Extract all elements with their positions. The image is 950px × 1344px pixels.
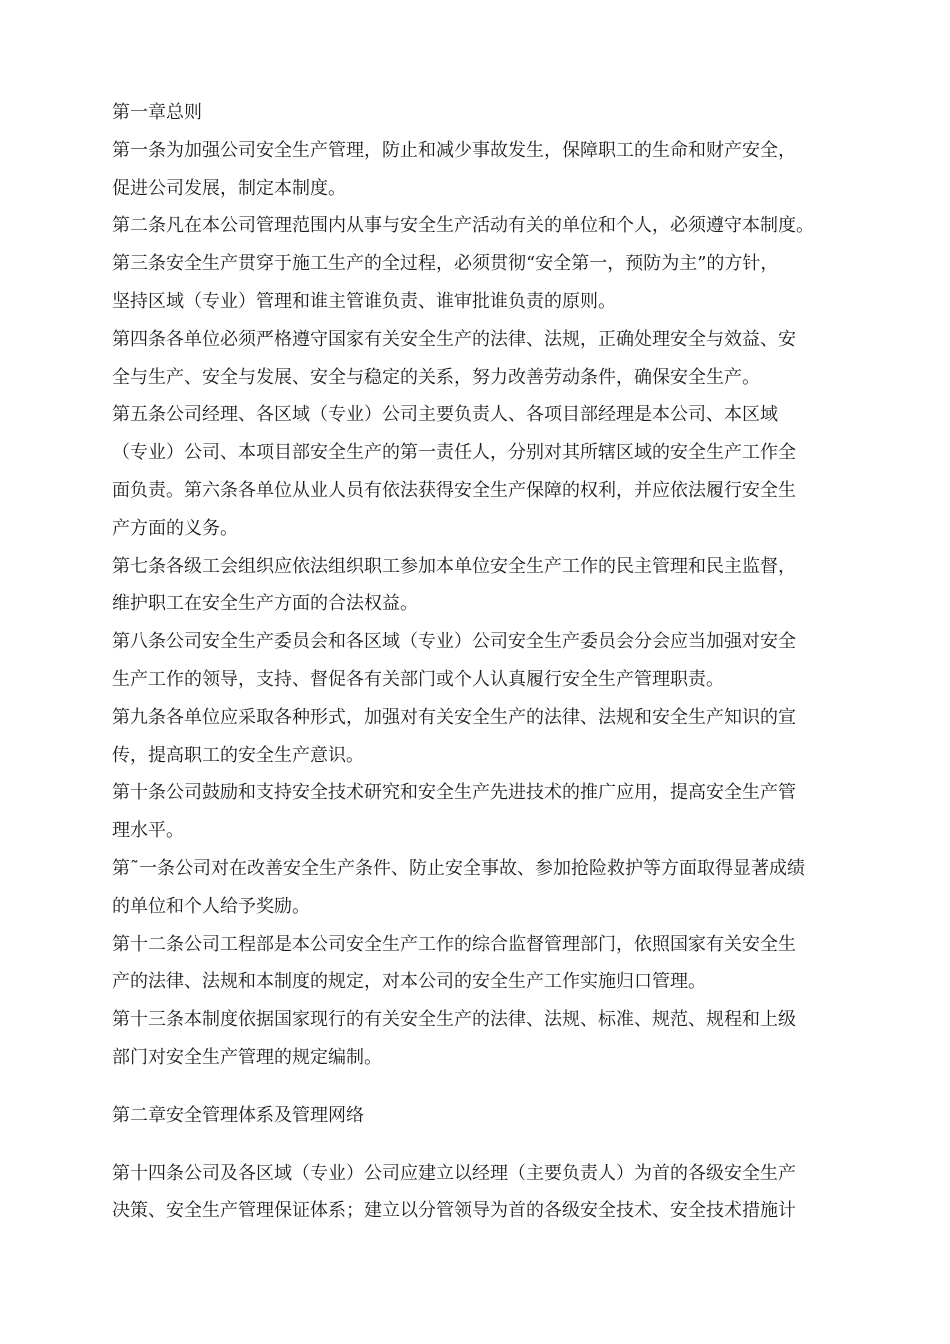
text-line: 第九条各单位应采取各种形式，加强对有关安全生产的法律、法规和安全生产知识的宣 (112, 706, 796, 728)
text-line: 产方面的义务。 (112, 517, 238, 539)
text-line: 面负责。第六条各单位从业人员有依法获得安全生产保障的权利，并应依法履行安全生 (112, 479, 796, 501)
text-line: 第三条安全生产贯穿于施工生产的全过程，必须贯彻“安全第一，预防为主”的方针， (112, 253, 779, 275)
text-line: 第˜一条公司对在改善安全生产条件、防止安全事故、参加抢险救护等方面取得显著成绩 (112, 857, 805, 879)
text-line: 第四条各单位必须严格遵守国家有关安全生产的法律、法规，正确处理安全与效益、安 (112, 328, 796, 350)
text-line: 第七条各级工会组织应依法组织职工参加本单位安全生产工作的民主管理和民主监督， (112, 555, 796, 577)
text-line: 第十二条公司工程部是本公司安全生产工作的综合监督管理部门，依照国家有关安全生 (112, 933, 796, 955)
text-line: 传，提高职工的安全生产意识。 (112, 744, 364, 766)
text-line: 坚持区域（专业）管理和谁主管谁负责、谁审批谁负责的原则。 (112, 290, 616, 312)
text-line: 促进公司发展，制定本制度。 (112, 177, 346, 199)
document-page (112, 94, 872, 1230)
text-line: 第十四条公司及各区域（专业）公司应建立以经理（主要负责人）为首的各级安全生产 (112, 1162, 796, 1184)
text-line: 决策、安全生产管理保证体系；建立以分管领导为首的各级安全技术、安全技术措施计 (112, 1200, 796, 1222)
section-gap (112, 1135, 872, 1155)
text-line: 第五条公司经理、各区域（专业）公司主要负责人、各项目部经理是本公司、本区域 (112, 404, 778, 426)
text-line: 生产工作的领导，支持、督促各有关部门或个人认真履行安全生产管理职责。 (112, 668, 724, 690)
text-line: 第十三条本制度依据国家现行的有关安全生产的法律、法规、标准、规范、规程和上级 (112, 1009, 796, 1031)
text-line: 产的法律、法规和本制度的规定，对本公司的安全生产工作实施归口管理。 (112, 971, 706, 993)
text-line: 部门对安全生产管理的规定编制。 (112, 1046, 382, 1068)
section-gap (112, 1077, 872, 1097)
text-line: （专业）公司、本项目部安全生产的第一责任人，分别对其所辖区域的安全生产工作全 (112, 442, 796, 464)
text-line: 第二条凡在本公司管理范围内从事与安全生产活动有关的单位和个人，必须遵守本制度。 (112, 215, 814, 237)
text-line: 的单位和个人给予奖励。 (112, 895, 310, 917)
text-line: 维护职工在安全生产方面的合法权益。 (112, 593, 418, 615)
text-line: 理水平。 (112, 820, 184, 842)
text-line: 第十条公司鼓励和支持安全技术研究和安全生产先进技术的推广应用，提高安全生产管 (112, 782, 796, 804)
text-line: 全与生产、安全与发展、安全与稳定的关系，努力改善劳动条件，确保安全生产。 (112, 366, 760, 388)
text-line: 第八条公司安全生产委员会和各区域（专业）公司安全生产委员会分会应当加强对安全 (112, 631, 796, 653)
chapter-2-title: 第二章安全管理体系及管理网络 (112, 1104, 364, 1126)
chapter-1-title: 第一章总则 (112, 102, 202, 123)
text-line: 第一条为加强公司安全生产管理，防止和减少事故发生，保障职工的生命和财产安全， (112, 139, 796, 161)
